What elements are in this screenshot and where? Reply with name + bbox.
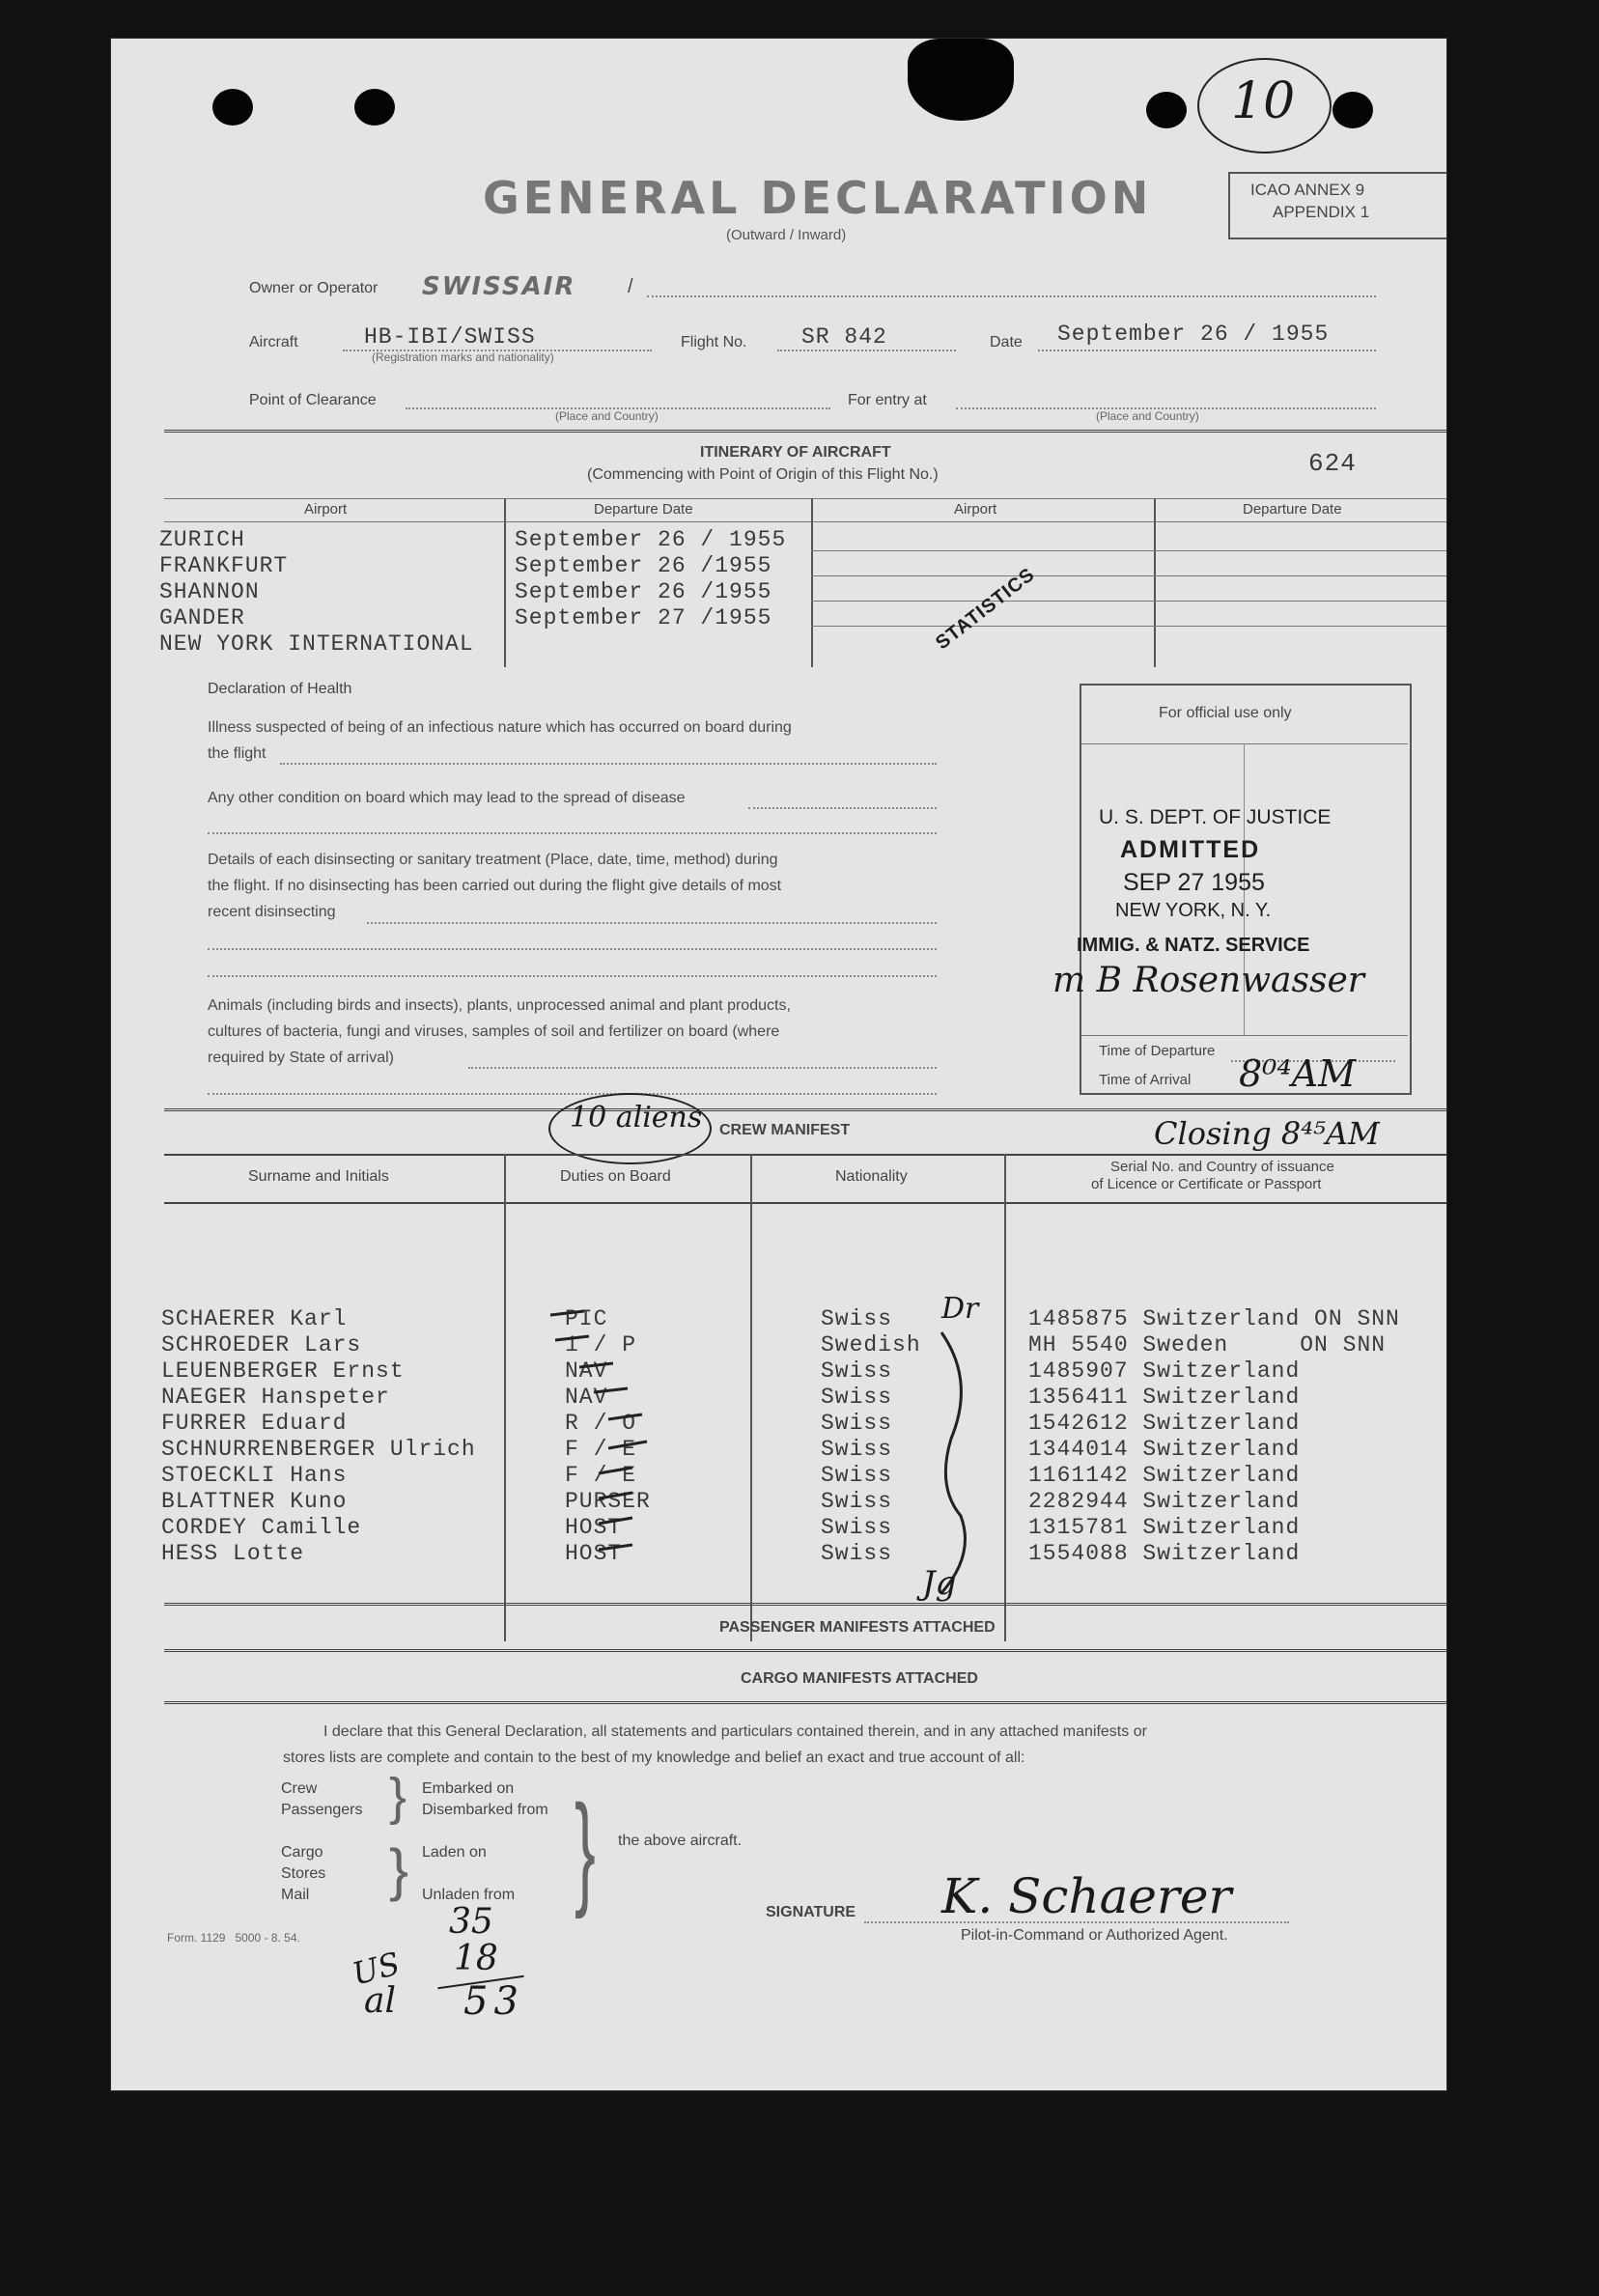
signature-label: SIGNATURE (766, 1904, 856, 1920)
brace-right: } (575, 1778, 596, 1919)
passengers-label: Passengers (281, 1802, 363, 1818)
entry-note: (Place and Country) (1096, 409, 1199, 423)
crew-serial: 1315781 Switzerland (1028, 1515, 1301, 1540)
health-p3c: recent disinsecting (208, 904, 336, 920)
itin-date: September 26 / 1955 (515, 527, 787, 552)
clearance-note: (Place and Country) (555, 409, 659, 423)
bottom-initials: Jg (922, 1564, 957, 1603)
crew-serial: 1344014 Switzerland (1028, 1437, 1301, 1462)
col-divider (750, 1154, 752, 1641)
crew-nationality: Swiss (821, 1411, 893, 1436)
crew-name: BLATTNER Kuno (161, 1489, 348, 1514)
crew-nationality: Swiss (821, 1541, 893, 1566)
form-title: GENERAL DECLARATION (483, 172, 1153, 224)
crew-serial: 1542612 Switzerland (1028, 1411, 1301, 1436)
flight-label: Flight No. (681, 334, 747, 350)
declaration-form (111, 39, 1446, 2090)
crew-duty: NAV (565, 1358, 608, 1384)
crew-serial: 1485875 Switzerland ON SNN (1028, 1306, 1400, 1331)
rule (164, 1701, 1446, 1704)
entry-label: For entry at (848, 392, 927, 408)
health-title: Declaration of Health (208, 681, 352, 697)
crew-nationality: Swiss (821, 1437, 893, 1462)
col-divider (1004, 1154, 1006, 1641)
cargo-manifests: CARGO MANIFESTS ATTACHED (741, 1670, 978, 1687)
crew-serial: 1161142 Switzerland (1028, 1463, 1301, 1488)
crew-nationality: Swiss (821, 1463, 893, 1488)
crew-col-serial-2: of Licence or Certificate or Passport (1091, 1176, 1322, 1192)
health-p4c: required by State of arrival) (208, 1050, 394, 1066)
bracket-mark (922, 1323, 990, 1603)
health-line (208, 832, 937, 834)
statistics-stamp: STATISTICS (932, 563, 1040, 655)
punch-hole (1332, 92, 1373, 128)
official-header: For official use only (1159, 705, 1292, 721)
health-p1b: the flight (208, 745, 266, 762)
crew-duty: HOST (565, 1515, 623, 1540)
form-subtitle: (Outward / Inward) (726, 227, 847, 243)
declaration-text-1: I declare that this General Declaration, all statements and particulars contained therein, and in any attached manifests or (323, 1723, 1147, 1740)
crew-nationality: Swiss (821, 1489, 893, 1514)
rule (1081, 1035, 1408, 1036)
tally-total: 53 (463, 1979, 524, 2024)
flight-value: SR 842 (801, 324, 887, 350)
health-line (280, 763, 937, 765)
health-p4b: cultures of bacteria, fungi and viruses, samples of soil and fertilizer on board (where (208, 1023, 780, 1040)
laden-label: Laden on (422, 1844, 487, 1861)
date-line (1038, 350, 1376, 351)
icao-annex: ICAO ANNEX 9 (1250, 181, 1365, 199)
crew-serial: 1356411 Switzerland (1028, 1385, 1301, 1410)
punch-hole (354, 89, 395, 126)
crew-duty: HOST (565, 1541, 623, 1566)
col-divider (1154, 498, 1156, 667)
health-line (468, 1067, 937, 1069)
tally-n1: 35 (449, 1902, 493, 1942)
rule (811, 550, 1446, 551)
signature-caption: Pilot-in-Command or Authorized Agent. (961, 1927, 1228, 1944)
health-p4a: Animals (including birds and insects), plants, unprocessed animal and plant products, (208, 997, 791, 1014)
col-divider (811, 498, 813, 667)
mail-label: Mail (281, 1887, 310, 1903)
crew-nationality: Swiss (821, 1515, 893, 1540)
punch-hole (212, 89, 253, 126)
admitted-stamp-line2: ADMITTED (1120, 836, 1261, 863)
crew-name: STOECKLI Hans (161, 1463, 348, 1488)
arrival-label: Time of Arrival (1099, 1072, 1192, 1088)
crew-title: CREW MANIFEST (719, 1122, 851, 1138)
health-line (208, 948, 937, 950)
check-marks (430, 1303, 681, 1583)
admitted-stamp-line3: SEP 27 1955 (1123, 869, 1265, 896)
form-number: Form. 1129 5000 - 8. 54. (167, 1931, 300, 1945)
tally-us: US (348, 1945, 404, 1993)
itin-col-airport-2: Airport (954, 501, 997, 518)
circled-note: 10 aliens (570, 1101, 703, 1134)
rule (164, 1108, 1446, 1111)
admitted-stamp-line5: IMMIG. & NATZ. SERVICE (1077, 935, 1310, 956)
rule (811, 601, 1446, 602)
health-line (748, 807, 937, 809)
crew-name: NAEGER Hanspeter (161, 1385, 390, 1410)
rule (164, 1649, 1446, 1652)
above-aircraft: the above aircraft. (618, 1833, 743, 1849)
crew-serial: 1485907 Switzerland (1028, 1358, 1301, 1384)
stores-label: Stores (281, 1865, 326, 1882)
crew-serial: MH 5540 Sweden ON SNN (1028, 1332, 1387, 1358)
officer-signature: m B Rosenwasser (1052, 961, 1364, 1000)
itin-airport: FRANKFURT (159, 553, 289, 578)
health-line (208, 975, 937, 977)
itin-airport: SHANNON (159, 579, 260, 604)
rule (164, 1202, 1446, 1204)
rule (811, 626, 1446, 627)
crew-name: SCHNURRENBERGER Ulrich (161, 1437, 476, 1462)
crew-duty: F / E (565, 1463, 637, 1488)
crew-name: HESS Lotte (161, 1541, 305, 1566)
declaration-text-2: stores lists are complete and contain to the best of my knowledge and belief an exact and true account of all: (283, 1750, 1025, 1766)
passenger-manifests: PASSENGER MANIFESTS ATTACHED (719, 1619, 996, 1636)
owner-line (647, 295, 1376, 297)
rule (164, 430, 1446, 433)
crew-duty: F / E (565, 1437, 637, 1462)
crew-nationality: Swedish (821, 1332, 921, 1358)
crew-serial: 1554088 Switzerland (1028, 1541, 1301, 1566)
rule (811, 575, 1446, 576)
crew-col-duties: Duties on Board (560, 1168, 671, 1185)
icao-appendix: APPENDIX 1 (1273, 203, 1370, 221)
itin-airport: GANDER (159, 605, 245, 630)
itin-col-departure: Departure Date (594, 501, 693, 518)
health-p3a: Details of each disinsecting or sanitary treatment (Place, date, time, method) during (208, 852, 778, 868)
rule (164, 1603, 1446, 1606)
health-p3b: the flight. If no disinsecting has been carried out during the flight give details of most (208, 878, 782, 894)
punch-hole (1146, 92, 1187, 128)
tally-n2: 18 (454, 1939, 498, 1978)
crew-col-serial-1: Serial No. and Country of issuance (1110, 1159, 1334, 1175)
tally-al: al (364, 1981, 396, 2021)
col-divider (504, 498, 506, 667)
crew-col-surname: Surname and Initials (248, 1168, 389, 1185)
crew-nationality: Swiss (821, 1385, 893, 1410)
aircraft-value: HB-IBI/SWISS (364, 324, 536, 350)
arrival-value: 8⁰⁴AM (1239, 1052, 1356, 1095)
itinerary-ref-number: 624 (1308, 449, 1357, 478)
crew-name: SCHAERER Karl (161, 1306, 348, 1331)
itin-col-airport: Airport (304, 501, 348, 518)
embarked-label: Embarked on (422, 1780, 515, 1797)
rule (164, 498, 1446, 499)
clearance-label: Point of Clearance (249, 392, 377, 408)
aircraft-label: Aircraft (249, 334, 298, 350)
crew-serial: 2282944 Switzerland (1028, 1489, 1301, 1514)
crew-duty: 1 / P (565, 1332, 637, 1358)
departure-label: Time of Departure (1099, 1043, 1216, 1059)
admitted-stamp-line4: NEW YORK, N. Y. (1115, 900, 1272, 921)
torn-hole (908, 39, 1014, 121)
itinerary-subtitle: (Commencing with Point of Origin of this Flight No.) (587, 466, 939, 483)
rule (164, 521, 1446, 522)
crew-nationality: Swiss (821, 1306, 893, 1331)
crew-duty: PIC (565, 1306, 608, 1331)
itin-date: September 27 /1955 (515, 605, 772, 630)
captain-signature: K. Schaerer (941, 1868, 1232, 1924)
itin-airport: NEW YORK INTERNATIONAL (159, 631, 474, 657)
itin-airport: ZURICH (159, 527, 245, 552)
owner-label: Owner or Operator (249, 280, 379, 296)
date-label: Date (990, 334, 1023, 350)
aircraft-note: (Registration marks and nationality) (372, 350, 554, 364)
brace-left-b: } (389, 1837, 409, 1902)
admitted-stamp-line1: U. S. DEPT. OF JUSTICE (1099, 806, 1332, 828)
cargo-label: Cargo (281, 1844, 323, 1861)
unladen-label: Unladen from (422, 1887, 516, 1903)
brace-left-a: } (389, 1768, 407, 1826)
crew-name: SCHROEDER Lars (161, 1332, 362, 1358)
itin-date: September 26 /1955 (515, 553, 772, 578)
crew-nationality: Swiss (821, 1358, 893, 1384)
health-p1a: Illness suspected of being of an infectious nature which has occurred on board during (208, 719, 792, 736)
itin-col-departure-2: Departure Date (1243, 501, 1342, 518)
rule (1081, 743, 1408, 744)
itin-date: September 26 /1955 (515, 579, 772, 604)
margin-initials: Dr (941, 1292, 979, 1326)
crew-duty: NAV (565, 1385, 608, 1410)
crew-duty: R / O (565, 1411, 637, 1436)
crew-name: CORDEY Camille (161, 1515, 362, 1540)
crew-name: LEUENBERGER Ernst (161, 1358, 405, 1384)
crew-label: Crew (281, 1780, 318, 1797)
date-value: September 26 / 1955 (1057, 322, 1330, 347)
itinerary-title: ITINERARY OF AIRCRAFT (700, 444, 891, 461)
crew-duty: PURSER (565, 1489, 651, 1514)
page-number: 10 (1231, 72, 1296, 130)
disembarked-label: Disembarked from (422, 1802, 548, 1818)
health-p2: Any other condition on board which may lead to the spread of disease (208, 790, 686, 806)
crew-name: FURRER Eduard (161, 1411, 348, 1436)
health-line (367, 922, 937, 924)
health-line (208, 1093, 937, 1095)
flight-line (777, 350, 956, 351)
closing-note: Closing 8⁴⁵AM (1154, 1115, 1380, 1152)
crew-col-nationality: Nationality (835, 1168, 908, 1185)
owner-slash: / (628, 276, 633, 297)
owner-value: SWISSAIR (422, 272, 576, 301)
rule (164, 1154, 1446, 1156)
